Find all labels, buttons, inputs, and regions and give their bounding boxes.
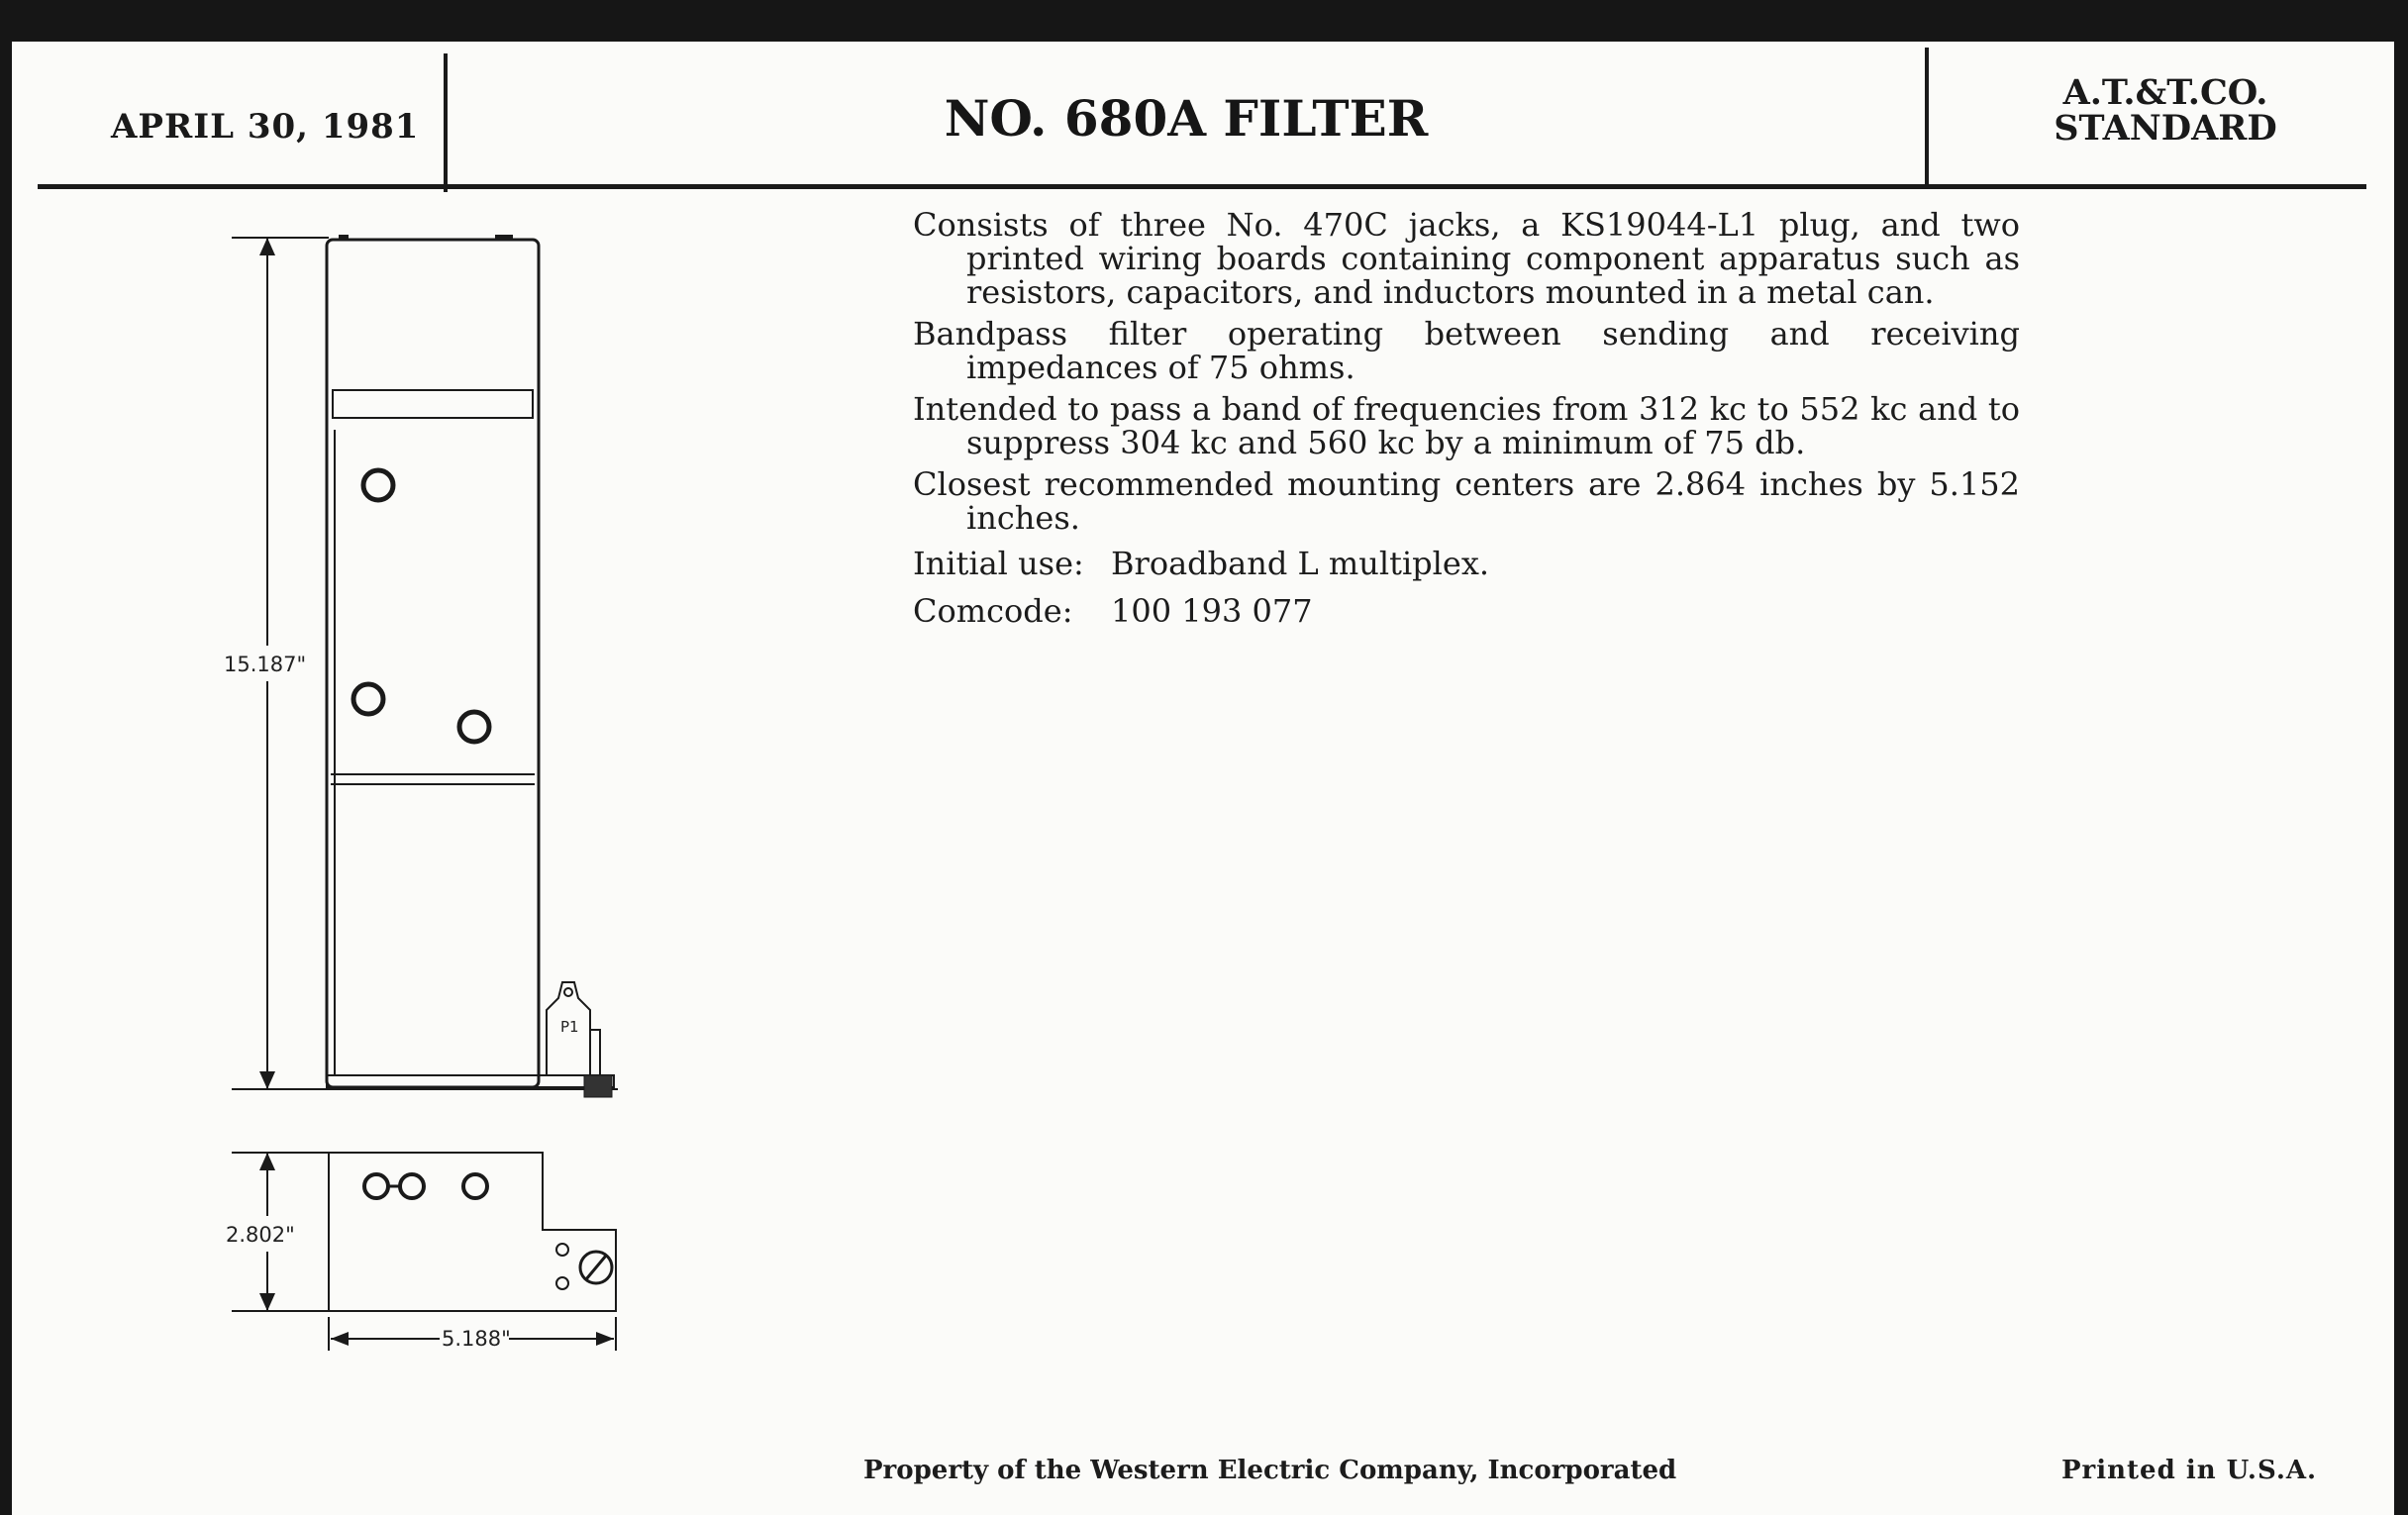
comcode-row xyxy=(913,594,2020,628)
standard-mark xyxy=(1982,72,2349,149)
height-dimension-label: 15.187" xyxy=(224,653,307,676)
printed-notice: Printed in U.S.A. xyxy=(2061,1456,2318,1485)
initial-use-label: Initial use: xyxy=(913,545,1084,582)
spec-sheet xyxy=(12,42,2394,1515)
standard-line-2: STANDARD xyxy=(2054,108,2277,149)
technical-drawing xyxy=(12,42,705,1428)
standard-line-1: A.T.&T.CO. xyxy=(2062,72,2268,113)
description-paragraph: Consists of three No. 470C jacks, a KS19044-L1 plug, and two printed wiring boards containing component apparatus such as resistors, capacitors, and inductors mounted in a metal can. xyxy=(913,206,2020,311)
plug-label: P1 xyxy=(560,1018,579,1036)
description xyxy=(913,208,2020,642)
property-notice: Property of the Western Electric Company, Incorporated xyxy=(863,1456,1677,1485)
initial-use-value: Broadband L multiplex. xyxy=(1111,545,1490,582)
header-divider-right xyxy=(1925,48,1929,186)
page-title: NO. 680A FILTER xyxy=(944,89,1429,148)
initial-use-row xyxy=(913,547,2020,580)
comcode-label: Comcode: xyxy=(913,592,1073,630)
description-paragraph: Closest recommended mounting centers are 2.864 inches by 5.152 inches. xyxy=(913,465,2020,537)
depth-dimension-label: 2.802" xyxy=(226,1223,295,1247)
issue-date: APRIL 30, 1981 xyxy=(111,107,420,147)
comcode-value: 100 193 077 xyxy=(1111,592,1313,630)
width-dimension-label: 5.188" xyxy=(442,1327,511,1351)
description-paragraph: Bandpass filter operating between sending and receiving impedances of 75 ohms. xyxy=(913,315,2020,386)
description-paragraph: Intended to pass a band of frequencies from 312 kc to 552 kc and to suppress 304 kc and 560 kc by a minimum of 75 db. xyxy=(913,390,2020,461)
